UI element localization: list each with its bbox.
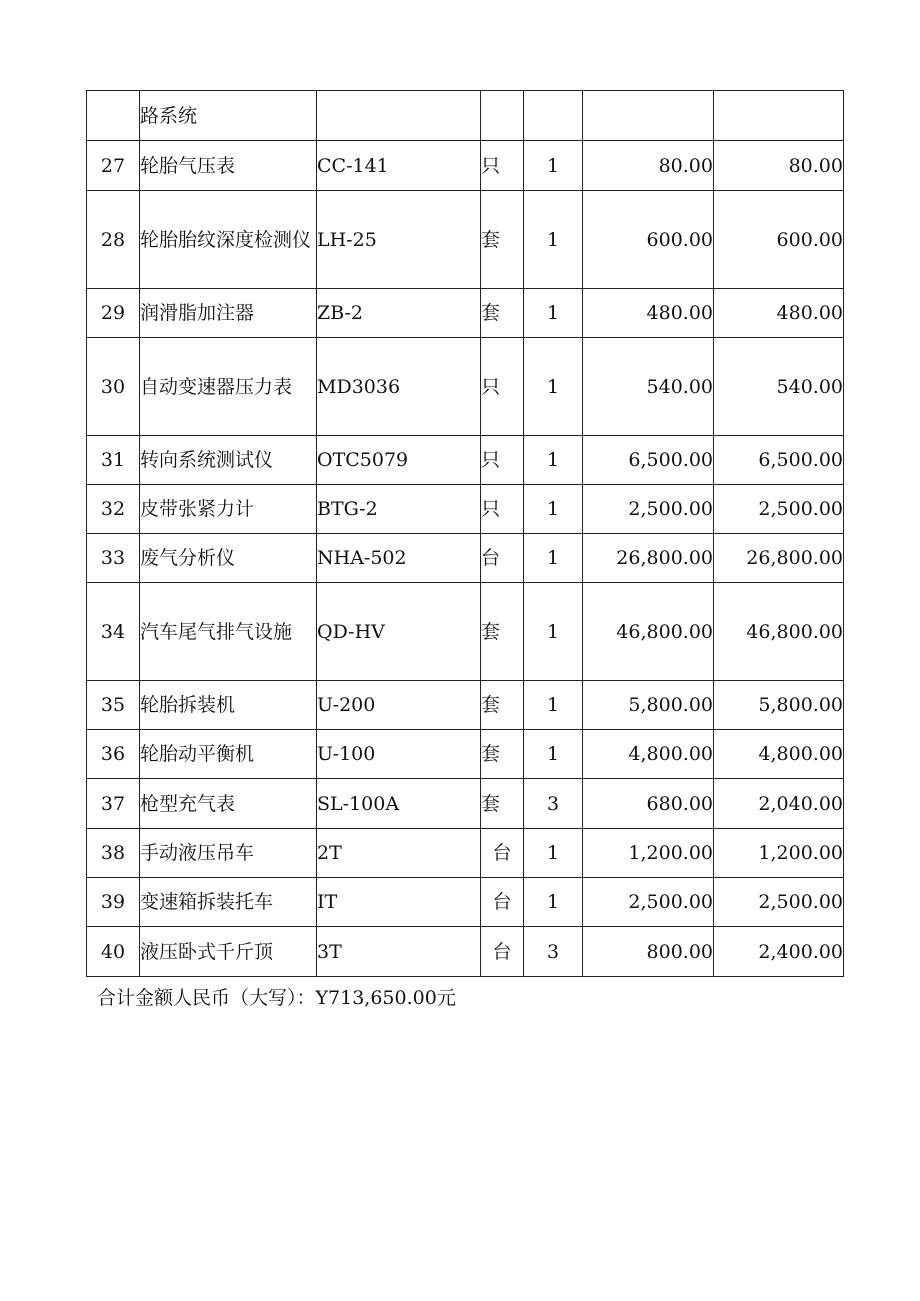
- row-number: 29: [87, 289, 140, 338]
- unit-price: 1,200.00: [583, 829, 714, 878]
- item-model: LH-25: [317, 191, 481, 289]
- row-number: 37: [87, 779, 140, 829]
- row-number: [87, 91, 140, 141]
- item-name: 自动变速器压力表: [140, 338, 317, 436]
- item-model: [317, 91, 481, 141]
- item-model: ZB-2: [317, 289, 481, 338]
- item-quantity: 1: [524, 485, 583, 534]
- row-number: 33: [87, 534, 140, 583]
- unit-price: 26,800.00: [583, 534, 714, 583]
- table-row: [87, 91, 844, 141]
- table-row: [87, 779, 844, 829]
- item-quantity: 1: [524, 681, 583, 730]
- table-row: [87, 534, 844, 583]
- table-row: [87, 927, 844, 977]
- item-name: 皮带张紧力计: [140, 485, 317, 534]
- line-total: 540.00: [714, 338, 844, 436]
- line-total: 26,800.00: [714, 534, 844, 583]
- item-name: 轮胎拆装机: [140, 681, 317, 730]
- item-quantity: 1: [524, 730, 583, 779]
- row-number: 36: [87, 730, 140, 779]
- table-row: [87, 583, 844, 681]
- row-number: 39: [87, 878, 140, 927]
- line-total: 6,500.00: [714, 436, 844, 485]
- item-unit: 套: [481, 583, 524, 681]
- table-row: [87, 338, 844, 436]
- table-row: [87, 829, 844, 878]
- item-name: 废气分析仪: [140, 534, 317, 583]
- unit-price: 6,500.00: [583, 436, 714, 485]
- item-quantity: 3: [524, 779, 583, 829]
- line-total: 5,800.00: [714, 681, 844, 730]
- item-quantity: 1: [524, 829, 583, 878]
- item-name: 汽车尾气排气设施: [140, 583, 317, 681]
- total-amount-line: 合计金额人民币（大写）：Y713,650.00元: [97, 987, 456, 1009]
- row-number: 30: [87, 338, 140, 436]
- item-model: MD3036: [317, 338, 481, 436]
- item-quantity: 1: [524, 191, 583, 289]
- table-row: [87, 436, 844, 485]
- line-total: 46,800.00: [714, 583, 844, 681]
- row-number: 40: [87, 927, 140, 977]
- unit-price: 5,800.00: [583, 681, 714, 730]
- item-name: 液压卧式千斤顶: [140, 927, 317, 977]
- unit-price: 80.00: [583, 141, 714, 191]
- unit-price: 540.00: [583, 338, 714, 436]
- table-row: [87, 681, 844, 730]
- line-total: 2,040.00: [714, 779, 844, 829]
- item-model: U-200: [317, 681, 481, 730]
- item-model: QD-HV: [317, 583, 481, 681]
- item-name: 轮胎动平衡机: [140, 730, 317, 779]
- item-name: 转向系统测试仪: [140, 436, 317, 485]
- item-unit: 台: [481, 927, 524, 977]
- item-model: SL-100A: [317, 779, 481, 829]
- item-unit: 套: [481, 730, 524, 779]
- table-row: [87, 289, 844, 338]
- item-model: U-100: [317, 730, 481, 779]
- item-name: 手动液压吊车: [140, 829, 317, 878]
- line-total: 2,500.00: [714, 485, 844, 534]
- item-name: 轮胎气压表: [140, 141, 317, 191]
- item-model: 3T: [317, 927, 481, 977]
- unit-price: 2,500.00: [583, 878, 714, 927]
- line-total: 1,200.00: [714, 829, 844, 878]
- item-quantity: 1: [524, 583, 583, 681]
- item-model: OTC5079: [317, 436, 481, 485]
- table-row: [87, 485, 844, 534]
- item-name: 枪型充气表: [140, 779, 317, 829]
- item-quantity: 3: [524, 927, 583, 977]
- item-model: NHA-502: [317, 534, 481, 583]
- item-unit: 套: [481, 681, 524, 730]
- line-total: 2,400.00: [714, 927, 844, 977]
- line-total: 480.00: [714, 289, 844, 338]
- item-unit: [481, 91, 524, 141]
- item-unit: 只: [481, 141, 524, 191]
- line-total: 80.00: [714, 141, 844, 191]
- item-model: 2T: [317, 829, 481, 878]
- table-body: [87, 91, 844, 977]
- unit-price: [583, 91, 714, 141]
- item-quantity: 1: [524, 289, 583, 338]
- item-unit: 台: [481, 829, 524, 878]
- row-number: 35: [87, 681, 140, 730]
- unit-price: 480.00: [583, 289, 714, 338]
- item-quantity: 1: [524, 878, 583, 927]
- item-unit: 只: [481, 485, 524, 534]
- item-unit: 套: [481, 779, 524, 829]
- unit-price: 800.00: [583, 927, 714, 977]
- table-row: [87, 141, 844, 191]
- unit-price: 46,800.00: [583, 583, 714, 681]
- row-number: 34: [87, 583, 140, 681]
- item-name: 变速箱拆装托车: [140, 878, 317, 927]
- row-number: 38: [87, 829, 140, 878]
- item-quantity: 1: [524, 141, 583, 191]
- table-row: [87, 878, 844, 927]
- item-quantity: 1: [524, 534, 583, 583]
- row-number: 28: [87, 191, 140, 289]
- row-number: 32: [87, 485, 140, 534]
- item-name: 轮胎胎纹深度检测仪: [140, 191, 317, 289]
- unit-price: 600.00: [583, 191, 714, 289]
- item-quantity: [524, 91, 583, 141]
- item-model: CC-141: [317, 141, 481, 191]
- line-total: [714, 91, 844, 141]
- item-model: BTG-2: [317, 485, 481, 534]
- row-number: 27: [87, 141, 140, 191]
- item-quantity: 1: [524, 436, 583, 485]
- item-unit: 台: [481, 534, 524, 583]
- item-name: 润滑脂加注器: [140, 289, 317, 338]
- item-name: 路系统: [140, 91, 317, 141]
- row-number: 31: [87, 436, 140, 485]
- unit-price: 4,800.00: [583, 730, 714, 779]
- unit-price: 680.00: [583, 779, 714, 829]
- line-total: 4,800.00: [714, 730, 844, 779]
- item-quantity: 1: [524, 338, 583, 436]
- item-unit: 台: [481, 878, 524, 927]
- item-unit: 套: [481, 289, 524, 338]
- item-model: IT: [317, 878, 481, 927]
- unit-price: 2,500.00: [583, 485, 714, 534]
- item-unit: 只: [481, 338, 524, 436]
- table-row: [87, 730, 844, 779]
- item-unit: 套: [481, 191, 524, 289]
- item-unit: 只: [481, 436, 524, 485]
- table-row: [87, 191, 844, 289]
- equipment-table: [86, 90, 844, 977]
- line-total: 2,500.00: [714, 878, 844, 927]
- line-total: 600.00: [714, 191, 844, 289]
